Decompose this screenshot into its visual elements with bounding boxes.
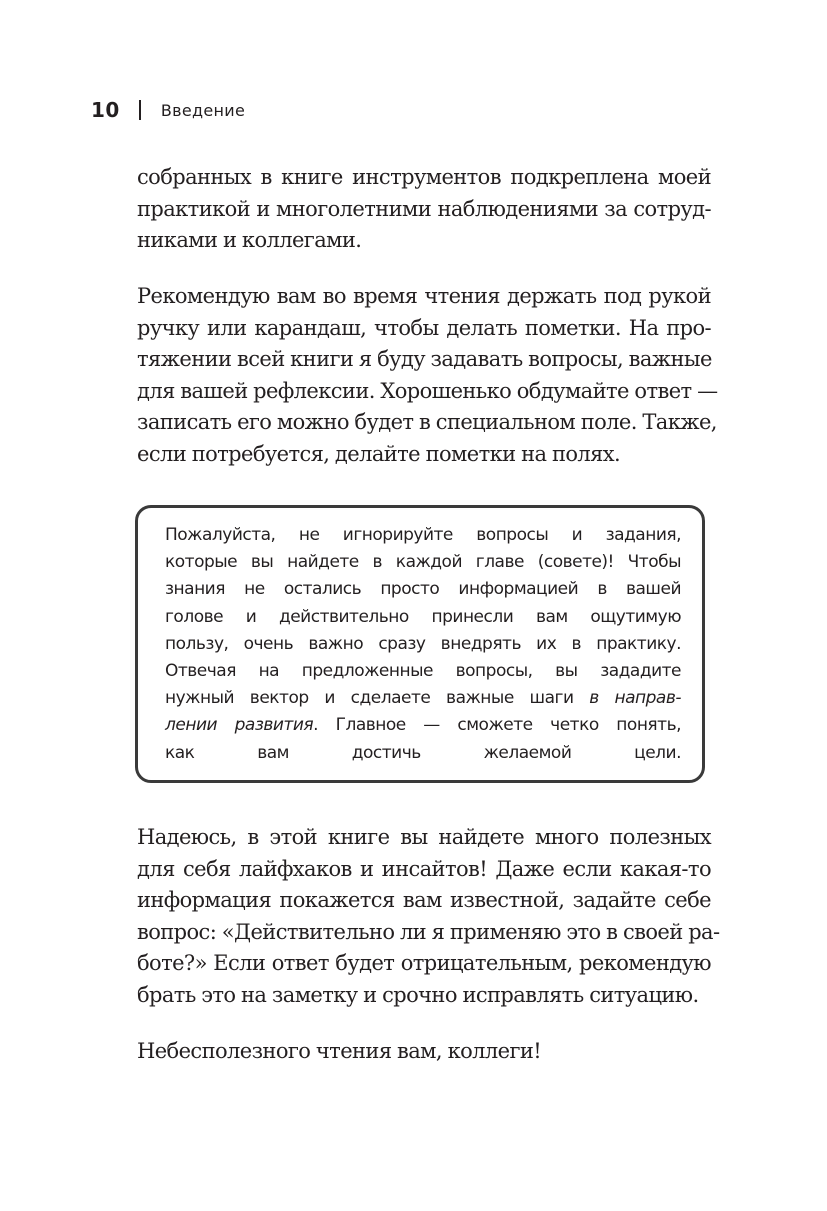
callout-line: знания не остались просто информацией в вашей	[165, 579, 681, 600]
callout-line	[165, 685, 681, 712]
callout-line-plain: нужный вектор и сделаете важные шаги	[165, 688, 590, 709]
body-paragraph-4	[137, 1036, 711, 1068]
callout-text	[165, 522, 681, 767]
text-line: вопрос: «Действительно ли я применяю это в своей ра-	[137, 919, 720, 944]
text-line: Рекомендую вам во время чтения держать под рукой	[137, 284, 711, 308]
callout-line-italic: лении развития	[165, 715, 314, 736]
body-paragraph-3	[137, 822, 720, 1011]
text-line: тяжении всей книги я буду задавать вопросы, важные	[137, 347, 712, 371]
callout-line: Отвечая на предложенные вопросы, вы зададите	[165, 661, 681, 682]
section-title: Введение	[160, 100, 246, 120]
callout-line: которые вы найдете в каждой главе (совете)! Чтобы	[165, 552, 681, 573]
text-line: собранных в книге инструментов подкреплена моей	[137, 165, 711, 189]
callout-line-plain: . Главное — сможете четко понять,	[313, 715, 681, 736]
callout-line: пользу, очень важно сразу внедрять их в практику.	[165, 633, 681, 654]
running-header	[91, 97, 245, 123]
text-line: информация покажется вам известной, задайте себе	[137, 888, 711, 912]
text-line: для себя лайфхаков и инсайтов! Даже если какая-то	[137, 856, 711, 881]
text-line: Надеюсь, в этой книге вы найдете много полезных	[137, 825, 711, 849]
text-line: для вашей рефлексии. Хорошенько обдумайте ответ —	[137, 378, 718, 403]
body-paragraph-2	[137, 281, 718, 470]
text-line: никами и коллегами.	[137, 228, 362, 252]
callout-line: Пожалуйста, не игнорируйте вопросы и задания,	[165, 525, 681, 545]
page-number: 10	[91, 98, 120, 122]
body-paragraph-1	[137, 162, 711, 257]
callout-line-italic: в направ-	[589, 688, 681, 709]
text-line: ручку или карандаш, чтобы делать пометки. На про-	[137, 315, 711, 340]
callout-line	[165, 712, 681, 739]
header-divider	[139, 100, 141, 120]
text-line: брать это на заметку и срочно исправлять ситуацию.	[137, 982, 699, 1007]
text-line: практикой и многолетними наблюдениями за сотруд-	[137, 196, 711, 221]
text-line: записать его можно будет в специальном поле. Также,	[137, 410, 717, 434]
callout-line: как вам достичь желаемой цели.	[165, 742, 681, 763]
text-line: если потребуется, делайте пометки на полях.	[137, 441, 621, 466]
text-line: боте?» Если ответ будет отрицательным, рекомендую	[137, 951, 711, 975]
text-line: Небесполезного чтения вам, коллеги!	[137, 1039, 542, 1063]
callout-line: голове и действительно принесли вам ощутимую	[165, 606, 681, 627]
